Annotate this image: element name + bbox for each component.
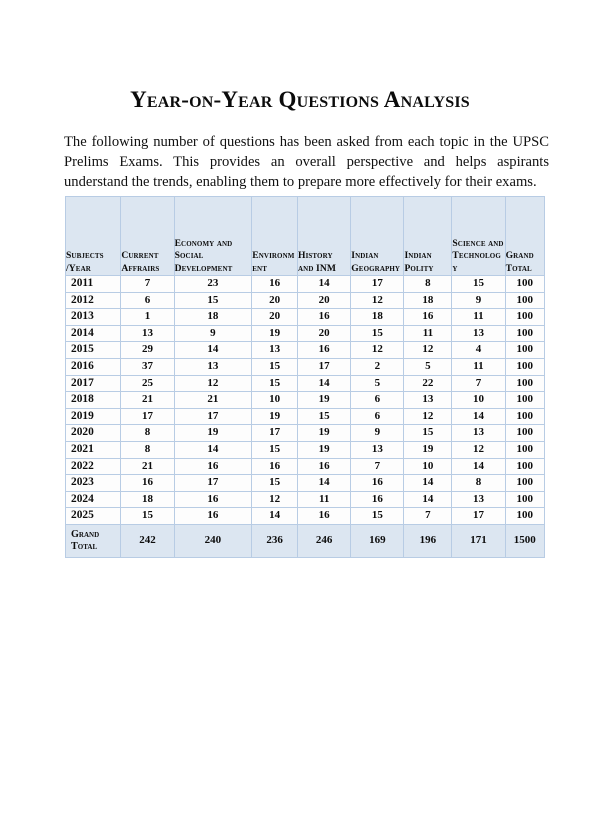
table-row: [66, 425, 545, 442]
cell-grand-total: 100: [505, 408, 544, 425]
row-year: 2018: [66, 392, 121, 409]
cell-indian-polity: 14: [404, 475, 452, 492]
cell-grand-total: 100: [505, 276, 544, 293]
cell-science-tech: 13: [452, 325, 505, 342]
cell-economy-social: 14: [174, 342, 252, 359]
cell-economy-social: 12: [174, 375, 252, 392]
cell-environment: 10: [252, 392, 298, 409]
intro-paragraph: The following number of questions has been asked from each topic in the UPSC Prelims Exams. This provides an overall perspective and helps aspirants understand the trends, enabling them to prepare more effectively for their exams.: [64, 134, 549, 190]
row-year: 2024: [66, 491, 121, 508]
column-header-current-affairs: Current Affrairs: [121, 197, 174, 276]
cell-science-tech: 17: [452, 508, 505, 525]
total-grand-total: 1500: [505, 524, 544, 557]
column-header-indian-geography: Indian Geography: [351, 197, 404, 276]
cell-current-affairs: 21: [121, 392, 174, 409]
cell-current-affairs: 25: [121, 375, 174, 392]
cell-history-inm: 16: [298, 342, 351, 359]
cell-indian-geography: 16: [351, 491, 404, 508]
column-header-history-inm: History and INM: [298, 197, 351, 276]
cell-science-tech: 15: [452, 276, 505, 293]
cell-indian-geography: 15: [351, 508, 404, 525]
cell-current-affairs: 15: [121, 508, 174, 525]
cell-indian-polity: 16: [404, 309, 452, 326]
cell-indian-geography: 18: [351, 309, 404, 326]
cell-grand-total: 100: [505, 425, 544, 442]
cell-indian-polity: 8: [404, 276, 452, 293]
table-row: [66, 441, 545, 458]
cell-science-tech: 8: [452, 475, 505, 492]
table-row: [66, 358, 545, 375]
cell-current-affairs: 8: [121, 425, 174, 442]
cell-grand-total: 100: [505, 508, 544, 525]
grand-total-row: [66, 524, 545, 557]
cell-indian-geography: 6: [351, 392, 404, 409]
page-title: Year-on-Year Questions Analysis: [130, 87, 470, 112]
table-header: [66, 197, 545, 276]
cell-indian-polity: 10: [404, 458, 452, 475]
cell-grand-total: 100: [505, 392, 544, 409]
column-header-environment: Environment: [252, 197, 298, 276]
cell-environment: 19: [252, 408, 298, 425]
cell-history-inm: 19: [298, 392, 351, 409]
table-row: [66, 309, 545, 326]
cell-environment: 14: [252, 508, 298, 525]
cell-grand-total: 100: [505, 475, 544, 492]
total-economy-social: 240: [174, 524, 252, 557]
row-year: 2012: [66, 292, 121, 309]
cell-indian-geography: 2: [351, 358, 404, 375]
cell-indian-geography: 12: [351, 292, 404, 309]
total-science-tech: 171: [452, 524, 505, 557]
cell-science-tech: 7: [452, 375, 505, 392]
cell-indian-geography: 16: [351, 475, 404, 492]
cell-environment: 15: [252, 358, 298, 375]
cell-indian-geography: 15: [351, 325, 404, 342]
cell-indian-polity: 11: [404, 325, 452, 342]
cell-environment: 16: [252, 458, 298, 475]
cell-history-inm: 20: [298, 292, 351, 309]
cell-indian-geography: 5: [351, 375, 404, 392]
cell-indian-geography: 9: [351, 425, 404, 442]
cell-economy-social: 16: [174, 508, 252, 525]
total-environment: 236: [252, 524, 298, 557]
cell-grand-total: 100: [505, 375, 544, 392]
cell-history-inm: 19: [298, 441, 351, 458]
cell-environment: 16: [252, 276, 298, 293]
cell-science-tech: 13: [452, 491, 505, 508]
cell-history-inm: 11: [298, 491, 351, 508]
cell-indian-geography: 7: [351, 458, 404, 475]
cell-economy-social: 17: [174, 475, 252, 492]
cell-current-affairs: 6: [121, 292, 174, 309]
cell-current-affairs: 16: [121, 475, 174, 492]
cell-indian-polity: 7: [404, 508, 452, 525]
cell-environment: 19: [252, 325, 298, 342]
cell-environment: 15: [252, 441, 298, 458]
cell-grand-total: 100: [505, 292, 544, 309]
cell-economy-social: 15: [174, 292, 252, 309]
row-year: 2025: [66, 508, 121, 525]
row-year: 2011: [66, 276, 121, 293]
cell-history-inm: 19: [298, 425, 351, 442]
cell-economy-social: 21: [174, 392, 252, 409]
column-header-grand-total: Grand Total: [505, 197, 544, 276]
questions-analysis-table: [65, 196, 545, 558]
cell-indian-polity: 5: [404, 358, 452, 375]
table-row: [66, 392, 545, 409]
column-header-subjects-year: Subjects /Year: [66, 197, 121, 276]
column-header-economy-social-development: Economy and Social Development: [174, 197, 252, 276]
table-body: [66, 276, 545, 558]
cell-science-tech: 14: [452, 408, 505, 425]
cell-environment: 15: [252, 475, 298, 492]
cell-economy-social: 13: [174, 358, 252, 375]
cell-current-affairs: 1: [121, 309, 174, 326]
table-header-row: [66, 197, 545, 276]
table-row: [66, 458, 545, 475]
cell-economy-social: 16: [174, 458, 252, 475]
grand-total-label: [66, 524, 121, 557]
cell-grand-total: 100: [505, 458, 544, 475]
row-year: 2020: [66, 425, 121, 442]
cell-indian-polity: 22: [404, 375, 452, 392]
cell-grand-total: 100: [505, 441, 544, 458]
cell-current-affairs: 37: [121, 358, 174, 375]
total-current-affairs: 242: [121, 524, 174, 557]
questions-analysis-table-wrapper: [65, 196, 545, 558]
cell-indian-polity: 12: [404, 342, 452, 359]
table-row: [66, 475, 545, 492]
cell-current-affairs: 8: [121, 441, 174, 458]
row-year: 2014: [66, 325, 121, 342]
cell-environment: 15: [252, 375, 298, 392]
cell-science-tech: 4: [452, 342, 505, 359]
cell-grand-total: 100: [505, 325, 544, 342]
cell-grand-total: 100: [505, 342, 544, 359]
cell-current-affairs: 17: [121, 408, 174, 425]
table-row: [66, 325, 545, 342]
cell-current-affairs: 21: [121, 458, 174, 475]
cell-economy-social: 23: [174, 276, 252, 293]
row-year: 2017: [66, 375, 121, 392]
cell-science-tech: 13: [452, 425, 505, 442]
column-header-science-technology: Science and Technology: [452, 197, 505, 276]
total-indian-geography: 169: [351, 524, 404, 557]
cell-science-tech: 11: [452, 309, 505, 326]
cell-indian-polity: 18: [404, 292, 452, 309]
cell-economy-social: 17: [174, 408, 252, 425]
cell-current-affairs: 18: [121, 491, 174, 508]
cell-grand-total: 100: [505, 358, 544, 375]
table-row: [66, 292, 545, 309]
cell-history-inm: 14: [298, 276, 351, 293]
row-year: 2013: [66, 309, 121, 326]
cell-economy-social: 18: [174, 309, 252, 326]
cell-grand-total: 100: [505, 491, 544, 508]
total-history-inm: 246: [298, 524, 351, 557]
column-header-indian-polity: Indian Polity: [404, 197, 452, 276]
row-year: 2021: [66, 441, 121, 458]
cell-science-tech: 10: [452, 392, 505, 409]
cell-indian-geography: 6: [351, 408, 404, 425]
cell-economy-social: 19: [174, 425, 252, 442]
cell-history-inm: 20: [298, 325, 351, 342]
cell-science-tech: 11: [452, 358, 505, 375]
row-year: 2016: [66, 358, 121, 375]
table-row: [66, 408, 545, 425]
cell-grand-total: 100: [505, 309, 544, 326]
cell-economy-social: 14: [174, 441, 252, 458]
row-year: 2019: [66, 408, 121, 425]
cell-indian-geography: 17: [351, 276, 404, 293]
cell-science-tech: 12: [452, 441, 505, 458]
cell-economy-social: 16: [174, 491, 252, 508]
cell-environment: 20: [252, 292, 298, 309]
cell-indian-geography: 13: [351, 441, 404, 458]
cell-current-affairs: 29: [121, 342, 174, 359]
cell-indian-geography: 12: [351, 342, 404, 359]
cell-environment: 13: [252, 342, 298, 359]
grand-total-label-line1: Grand: [71, 528, 100, 540]
cell-indian-polity: 14: [404, 491, 452, 508]
cell-history-inm: 16: [298, 458, 351, 475]
cell-history-inm: 14: [298, 475, 351, 492]
table-row: [66, 375, 545, 392]
cell-environment: 20: [252, 309, 298, 326]
cell-history-inm: 16: [298, 508, 351, 525]
row-year: 2022: [66, 458, 121, 475]
cell-current-affairs: 7: [121, 276, 174, 293]
cell-indian-polity: 13: [404, 392, 452, 409]
cell-indian-polity: 15: [404, 425, 452, 442]
grand-total-label-line2: Total: [71, 540, 98, 552]
table-row: [66, 342, 545, 359]
row-year: 2023: [66, 475, 121, 492]
cell-science-tech: 14: [452, 458, 505, 475]
cell-environment: 12: [252, 491, 298, 508]
cell-indian-polity: 19: [404, 441, 452, 458]
cell-economy-social: 9: [174, 325, 252, 342]
cell-environment: 17: [252, 425, 298, 442]
table-row: [66, 276, 545, 293]
cell-history-inm: 17: [298, 358, 351, 375]
cell-history-inm: 14: [298, 375, 351, 392]
table-row: [66, 508, 545, 525]
row-year: 2015: [66, 342, 121, 359]
cell-science-tech: 9: [452, 292, 505, 309]
cell-history-inm: 15: [298, 408, 351, 425]
table-row: [66, 491, 545, 508]
cell-current-affairs: 13: [121, 325, 174, 342]
total-indian-polity: 196: [404, 524, 452, 557]
cell-history-inm: 16: [298, 309, 351, 326]
cell-indian-polity: 12: [404, 408, 452, 425]
